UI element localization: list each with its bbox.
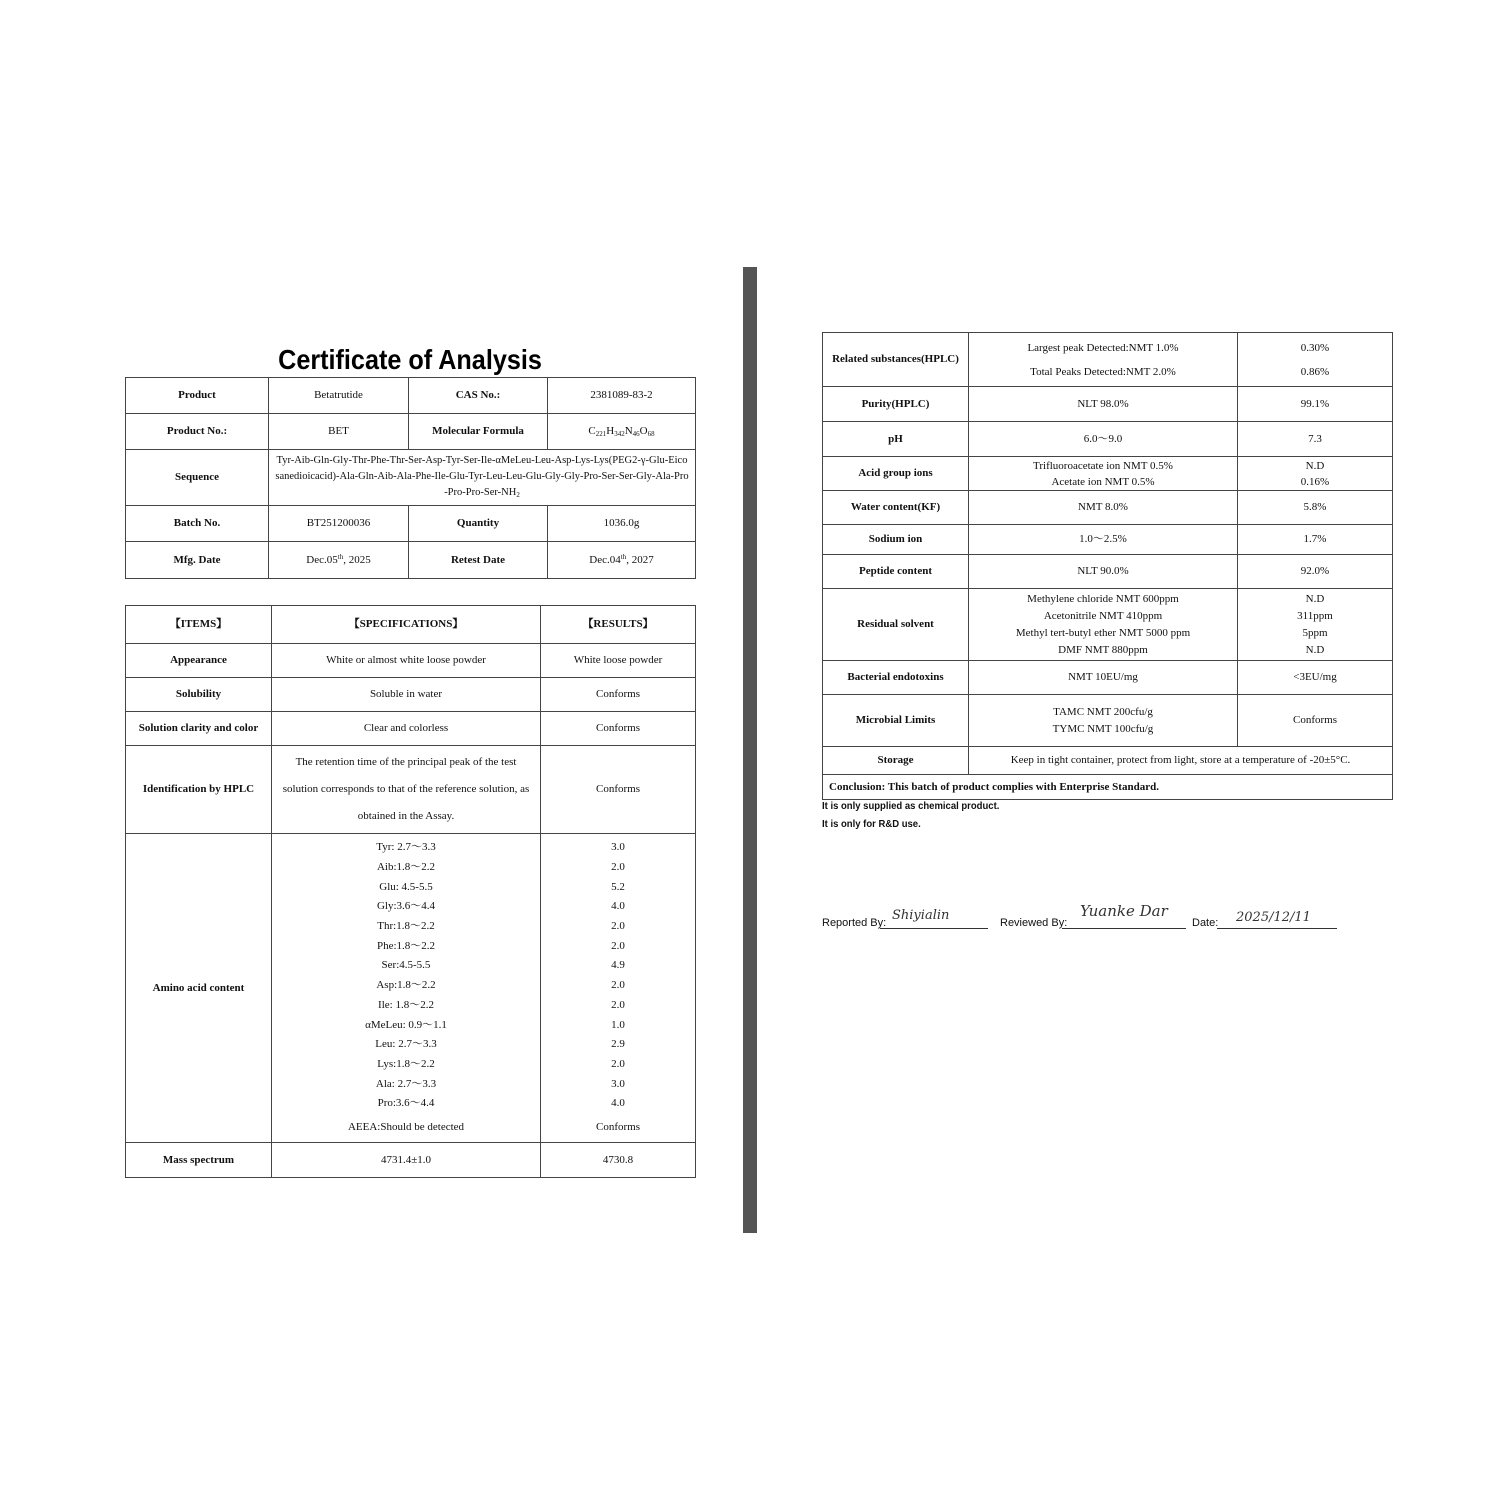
spec-ph: 6.0～9.0 — [969, 422, 1238, 457]
spec-methylene-chloride: Methylene chloride NMT 600ppm — [1027, 592, 1179, 605]
result-residual-solvent — [1238, 589, 1393, 661]
amino-spec-item: Ile: 1.8～2.2 — [378, 998, 434, 1011]
item-sodium-ion: Sodium ion — [823, 525, 969, 555]
retest-value — [548, 542, 696, 579]
reported-by-line — [880, 928, 988, 929]
result-identification: Conforms — [541, 746, 696, 834]
amino-spec-item: Aib:1.8～2.2 — [376, 861, 436, 874]
note-chemical-product: It is only supplied as chemical product. — [822, 801, 1000, 812]
spec-acetonitrile: Acetonitrile NMT 410ppm — [1043, 609, 1163, 622]
item-clarity: Solution clarity and color — [126, 712, 272, 746]
spec-identification: The retention time of the principal peak of the test solution corresponds to that of the reference solution, as obtained in the Assay. — [272, 746, 541, 834]
sequence-text: Tyr-Aib-Gln-Gly-Thr-Phe-Thr-Ser-Asp-Tyr-Ser-Ile-αMeLeu-Leu-Asp-Lys-Lys(PEG2-γ-Glu-Eicosanedioicacid)-Ala-Gln-Aib-Ala-Phe-Ile-Glu-Tyr-Leu-Leu-Glu-Gly-Gly-Pro-Ser-Ser-Gly-Ala-Pro-Pro-Pro-Ser-NH — [275, 454, 689, 498]
spec-total-peaks: Total Peaks Detected:NMT 2.0% — [1030, 365, 1176, 378]
amino-result-item: 3.0 — [611, 1077, 625, 1090]
amino-spec-item: Gly:3.6～4.4 — [376, 900, 436, 913]
retest-date-sup: th — [620, 552, 627, 561]
amino-result-item: 4.0 — [611, 1097, 625, 1110]
reviewed-by-signature: Yuanke Dar — [1080, 902, 1168, 920]
reviewed-by-label: Reviewed By: — [1000, 917, 1068, 929]
result-water-content: 5.8% — [1238, 491, 1393, 525]
formula-h: H — [606, 424, 615, 437]
result-methylene-chloride: N.D — [1305, 592, 1325, 605]
page-divider — [743, 267, 757, 1233]
aeea-result: Conforms — [596, 1120, 640, 1133]
formula-value — [548, 414, 696, 450]
formula-c: C — [588, 424, 596, 437]
result-acetate: 0.16% — [1300, 475, 1330, 488]
mfg-value — [269, 542, 409, 579]
spec-purity: NLT 98.0% — [969, 387, 1238, 422]
spec-amino-acid — [272, 834, 541, 1143]
mfg-date-sup: th — [337, 552, 344, 561]
spec-tymc: TYMC NMT 100cfu/g — [1052, 722, 1154, 735]
spec-dmf: DMF NMT 880ppm — [1058, 643, 1148, 656]
items-table — [125, 605, 696, 1178]
formula-n: N — [624, 424, 633, 437]
reported-by-label: Reported By: — [822, 917, 887, 929]
table-row — [823, 422, 1393, 457]
result-acetonitrile: 311ppm — [1297, 609, 1333, 622]
amino-spec-item: Ser:4.5-5.5 — [381, 959, 431, 972]
result-sodium-ion: 1.7% — [1238, 525, 1393, 555]
amino-spec-list — [276, 838, 536, 1114]
sequence-subscript: 2 — [516, 490, 520, 499]
result-bacterial-endotoxins: <3EU/mg — [1238, 661, 1393, 695]
result-acid-group-ions — [1238, 457, 1393, 491]
spec-solubility: Soluble in water — [272, 678, 541, 712]
product-info-table — [125, 377, 696, 579]
result-microbial-limits: Conforms — [1238, 695, 1393, 747]
mfg-date-day: Dec.05 — [306, 553, 338, 566]
result-mass-spectrum: 4730.8 — [541, 1143, 696, 1178]
table-row — [823, 525, 1393, 555]
amino-result-item: 5.2 — [611, 880, 625, 893]
mfg-label: Mfg. Date — [126, 542, 269, 579]
item-mass-spectrum: Mass spectrum — [126, 1143, 272, 1178]
signature-date: 2025/12/11 — [1236, 910, 1311, 925]
result-trifluoroacetate: N.D — [1305, 459, 1325, 472]
amino-result-item: 2.0 — [611, 1057, 625, 1070]
date-label: Date: — [1192, 917, 1219, 929]
amino-spec-item: Asp:1.8～2.2 — [376, 979, 436, 992]
item-related-substances: Related substances(HPLC) — [823, 333, 969, 387]
amino-result-list — [545, 838, 691, 1114]
info-row-sequence — [126, 450, 696, 506]
amino-result-item: 2.9 — [611, 1038, 625, 1051]
document-title: Certificate of Analysis — [278, 344, 542, 375]
amino-spec-item: Phe:1.8～2.2 — [376, 939, 436, 952]
spec-acetate: Acetate ion NMT 0.5% — [1051, 475, 1155, 488]
retest-date-day: Dec.04 — [589, 553, 621, 566]
info-row-dates — [126, 542, 696, 579]
info-row-product — [126, 378, 696, 414]
amino-spec-item: Ala: 2.7～3.3 — [375, 1077, 437, 1090]
quantity-label: Quantity — [409, 506, 548, 542]
info-row-product-no — [126, 414, 696, 450]
product-label: Product — [126, 378, 269, 414]
product-no-value: BET — [269, 414, 409, 450]
formula-h-count: 342 — [614, 429, 625, 438]
table-row — [126, 834, 696, 1143]
spec-mtbe: Methyl tert-butyl ether NMT 5000 ppm — [1015, 626, 1191, 639]
table-row — [126, 746, 696, 834]
sequence-label: Sequence — [126, 450, 269, 506]
formula-n-count: 46 — [632, 429, 640, 438]
tests-table — [822, 332, 1393, 800]
item-acid-group-ions: Acid group ions — [823, 457, 969, 491]
item-purity: Purity(HPLC) — [823, 387, 969, 422]
reported-by-signature: Shiyialin — [892, 908, 950, 923]
header-specifications: 【SPECIFICATIONS】 — [272, 606, 541, 644]
spec-sodium-ion: 1.0～2.5% — [969, 525, 1238, 555]
storage-conditions: Keep in tight container, protect from light, store at a temperature of -20±5°C. — [969, 747, 1393, 775]
spec-acid-group-ions — [969, 457, 1238, 491]
amino-spec-item: Lys:1.8～2.2 — [377, 1057, 435, 1070]
item-peptide-content: Peptide content — [823, 555, 969, 589]
retest-label: Retest Date — [409, 542, 548, 579]
conclusion: Conclusion: This batch of product complies with Enterprise Standard. — [823, 775, 1393, 800]
result-appearance: White loose powder — [541, 644, 696, 678]
table-row — [126, 644, 696, 678]
table-row — [126, 678, 696, 712]
spec-largest-peak: Largest peak Detected:NMT 1.0% — [1027, 341, 1179, 354]
conclusion-row — [823, 775, 1393, 800]
table-row — [823, 387, 1393, 422]
table-row — [126, 1143, 696, 1178]
table-row — [823, 661, 1393, 695]
amino-result-item: 4.0 — [611, 900, 625, 913]
aeea-spec: AEEA:Should be detected — [347, 1120, 465, 1133]
items-header-row — [126, 606, 696, 644]
table-row — [823, 457, 1393, 491]
amino-result-item: 4.9 — [611, 959, 625, 972]
batch-value: BT251200036 — [269, 506, 409, 542]
item-residual-solvent: Residual solvent — [823, 589, 969, 661]
mfg-date-year: , 2025 — [343, 553, 371, 566]
amino-result-item: 2.0 — [611, 939, 625, 952]
formula-c-count: 221 — [595, 429, 607, 438]
result-largest-peak: 0.30% — [1300, 341, 1330, 354]
amino-spec-item: αMeLeu: 0.9～1.1 — [365, 1018, 447, 1031]
table-row — [823, 695, 1393, 747]
result-mtbe: 5ppm — [1302, 626, 1328, 639]
result-total-peaks: 0.86% — [1300, 365, 1330, 378]
table-row — [823, 747, 1393, 775]
spec-clarity: Clear and colorless — [272, 712, 541, 746]
table-row — [823, 491, 1393, 525]
header-items: 【ITEMS】 — [126, 606, 272, 644]
result-amino-acid — [541, 834, 696, 1143]
retest-date-year: , 2027 — [626, 553, 654, 566]
spec-microbial-limits — [969, 695, 1238, 747]
formula-o: O — [639, 424, 648, 437]
product-value: Betatrutide — [269, 378, 409, 414]
amino-spec-item: Tyr: 2.7～3.3 — [376, 841, 436, 854]
table-row — [823, 589, 1393, 661]
amino-spec-item: Pro:3.6～4.4 — [377, 1097, 435, 1110]
result-related-substances — [1238, 333, 1393, 387]
amino-result-item: 2.0 — [611, 861, 625, 874]
item-ph: pH — [823, 422, 969, 457]
item-identification: Identification by HPLC — [126, 746, 272, 834]
quantity-value: 1036.0g — [548, 506, 696, 542]
amino-result-item: 2.0 — [611, 979, 625, 992]
item-amino-acid: Amino acid content — [126, 834, 272, 1143]
spec-related-substances — [969, 333, 1238, 387]
item-microbial-limits: Microbial Limits — [823, 695, 969, 747]
item-storage: Storage — [823, 747, 969, 775]
batch-label: Batch No. — [126, 506, 269, 542]
result-peptide-content: 92.0% — [1238, 555, 1393, 589]
spec-appearance: White or almost white loose powder — [272, 644, 541, 678]
result-purity: 99.1% — [1238, 387, 1393, 422]
item-solubility: Solubility — [126, 678, 272, 712]
item-appearance: Appearance — [126, 644, 272, 678]
amino-result-item: 2.0 — [611, 920, 625, 933]
reviewed-by-line — [1062, 928, 1186, 929]
item-water-content: Water content(KF) — [823, 491, 969, 525]
formula-o-count: 68 — [647, 429, 655, 438]
spec-trifluoroacetate: Trifluoroacetate ion NMT 0.5% — [1033, 459, 1173, 472]
sequence-value — [269, 450, 696, 506]
spec-residual-solvent — [969, 589, 1238, 661]
amino-result-item: 1.0 — [611, 1018, 625, 1031]
formula-label: Molecular Formula — [409, 414, 548, 450]
amino-result-item: 3.0 — [611, 841, 625, 854]
spec-bacterial-endotoxins: NMT 10EU/mg — [969, 661, 1238, 695]
note-rd-use: It is only for R&D use. — [822, 819, 921, 830]
result-solubility: Conforms — [541, 678, 696, 712]
info-row-batch — [126, 506, 696, 542]
date-line — [1217, 928, 1337, 929]
spec-water-content: NMT 8.0% — [969, 491, 1238, 525]
result-dmf: N.D — [1305, 643, 1325, 656]
spec-peptide-content: NLT 90.0% — [969, 555, 1238, 589]
cas-label: CAS No.: — [409, 378, 548, 414]
item-bacterial-endotoxins: Bacterial endotoxins — [823, 661, 969, 695]
amino-spec-item: Leu: 2.7～3.3 — [375, 1038, 437, 1051]
header-results: 【RESULTS】 — [541, 606, 696, 644]
table-row — [126, 712, 696, 746]
signature-row — [822, 900, 1382, 940]
table-row — [823, 555, 1393, 589]
result-clarity: Conforms — [541, 712, 696, 746]
spec-tamc: TAMC NMT 200cfu/g — [1053, 705, 1153, 718]
amino-spec-item: Thr:1.8～2.2 — [377, 920, 435, 933]
product-no-label: Product No.: — [126, 414, 269, 450]
result-ph: 7.3 — [1238, 422, 1393, 457]
table-row — [823, 333, 1393, 387]
cas-value: 2381089-83-2 — [548, 378, 696, 414]
spec-mass-spectrum: 4731.4±1.0 — [272, 1143, 541, 1178]
amino-spec-item: Glu: 4.5-5.5 — [379, 880, 433, 893]
amino-result-item: 2.0 — [611, 998, 625, 1011]
